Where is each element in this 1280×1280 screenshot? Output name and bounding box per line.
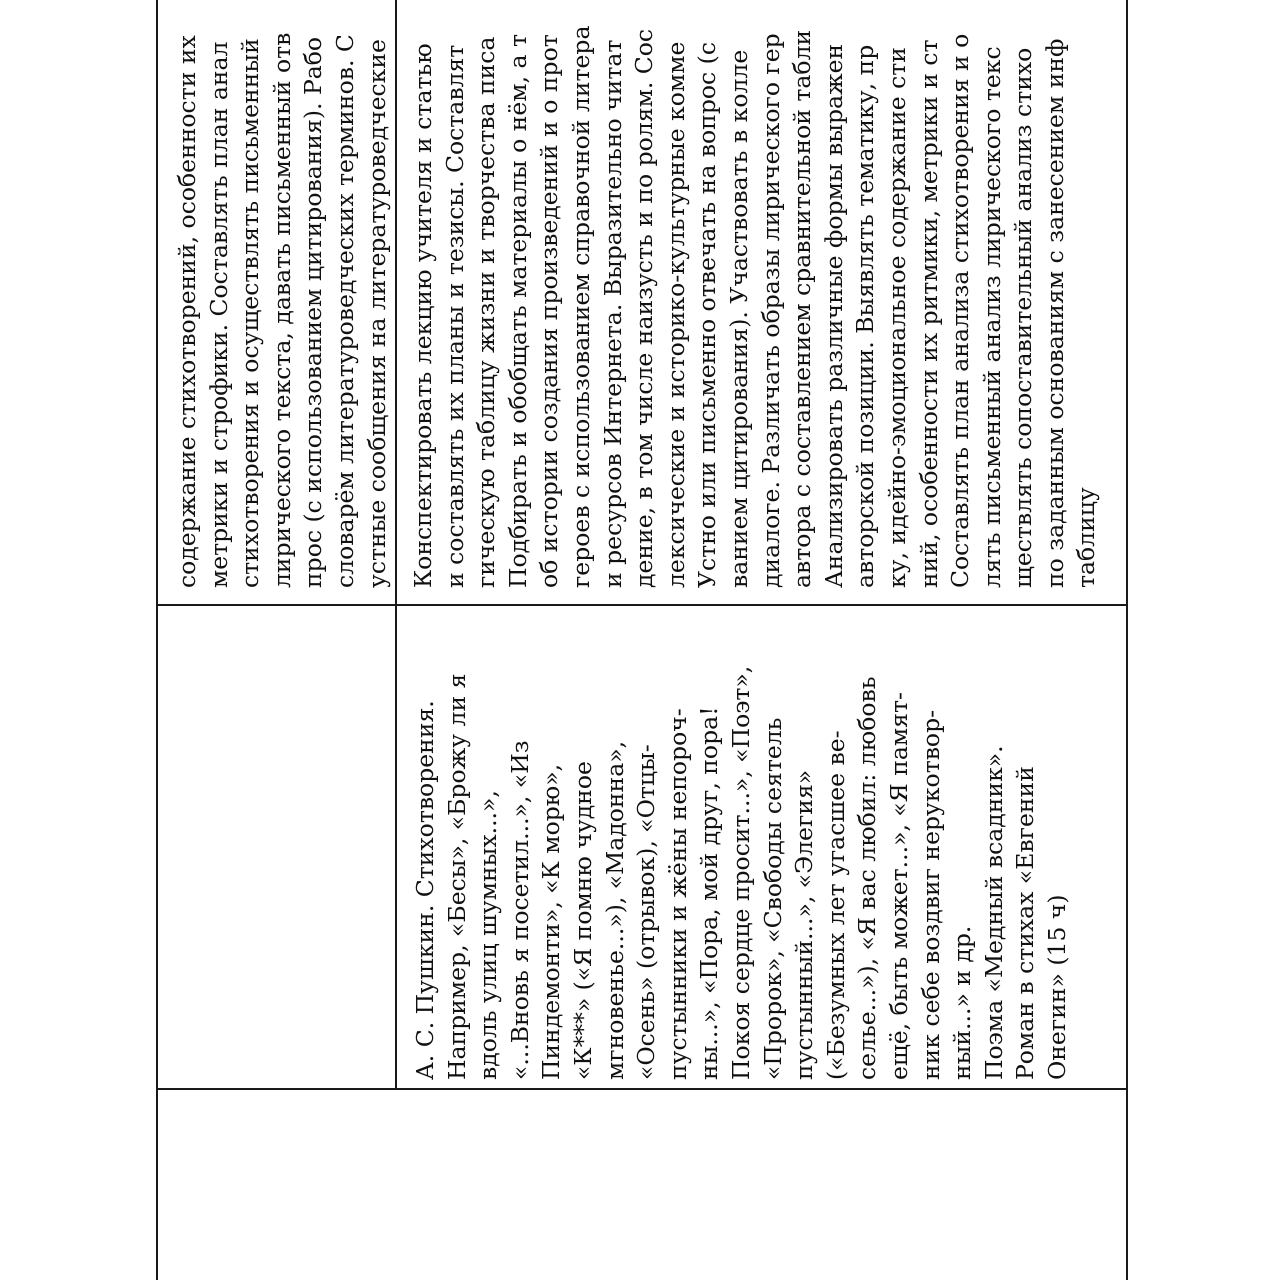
text-line: метрики и строфики. Составлять план анал bbox=[204, 41, 233, 588]
empty-cell bbox=[158, 1090, 1126, 1280]
text-line: диалоге. Различать образы лирического гер bbox=[756, 33, 785, 588]
text-line: авторской позиции. Выявлять тематику, пр bbox=[851, 44, 880, 588]
text-line: ществлять сопоставительный анализ стихо bbox=[1009, 47, 1038, 588]
text-line: «К***» («Я помню чудное bbox=[568, 761, 597, 1080]
text-line: Устно или письменно отвечать на вопрос (с bbox=[693, 42, 722, 588]
row-divider-top bbox=[156, 604, 1128, 606]
text-line: «Пророк», «Свободы сеятель bbox=[758, 717, 787, 1080]
text-line: Составлять план анализа стихотворения и о bbox=[946, 33, 975, 588]
text-line: А. С. Пушкин. Стихотворения. bbox=[411, 700, 439, 1080]
row-content-cell bbox=[410, 666, 1073, 1080]
text-line: «Осень» (отрывок), «Отцы- bbox=[632, 744, 661, 1080]
text-line: ний, особенности их ритмики, метрики и ст bbox=[914, 39, 943, 588]
text-line: ещё, быть может...», «Я памят- bbox=[884, 692, 913, 1080]
text-line: пустынный...», «Элегия» bbox=[790, 769, 819, 1080]
text-line: и составлять их планы и тезисы. Составлят bbox=[440, 44, 469, 588]
text-line: Например, «Бесы», «Брожу ли я bbox=[442, 673, 471, 1080]
row-activities-cell bbox=[408, 26, 1103, 589]
text-line: вдоль улиц шумных...», bbox=[474, 790, 503, 1080]
text-line: селье...»), «Я вас любил: любовь bbox=[853, 676, 882, 1080]
text-line: Роман в стихах «Евгений bbox=[1011, 766, 1040, 1080]
text-line: Пиндемонти», «К морю», bbox=[537, 763, 566, 1080]
text-line: словарём литературоведческих терминов. С bbox=[330, 34, 359, 588]
text-line: гическую таблицу жизни и творчества писа bbox=[472, 36, 501, 588]
text-line: стихотворения и осуществлять письменный bbox=[236, 38, 265, 588]
text-line: лирического текста, давать письменный отв bbox=[267, 32, 296, 588]
text-line: таблицу bbox=[1072, 487, 1101, 588]
text-line: Онегин» (15 ч) bbox=[1042, 894, 1071, 1080]
text-line: Конспектировать лекцию учителя и статью bbox=[409, 43, 437, 588]
text-line: ванием цитирования). Участвовать в колле bbox=[724, 49, 753, 588]
text-line: Анализировать различные формы выражен bbox=[819, 43, 848, 588]
text-line: прос (с использованием цитирования). Рабо bbox=[299, 36, 328, 588]
prev-row-activities-cell bbox=[172, 33, 393, 588]
text-line: Покоя сердце просит...», «Поэт», bbox=[726, 665, 755, 1080]
text-line: пустынники и жёны непороч- bbox=[663, 708, 692, 1080]
text-line: ный...» и др. bbox=[948, 925, 977, 1080]
text-line: об истории создания произведений и о прот bbox=[535, 34, 564, 588]
column-divider bbox=[395, 0, 397, 1090]
text-line: («Безумных лет угасшее ве- bbox=[821, 730, 850, 1080]
text-line: лять письменный анализ лирического текс bbox=[977, 46, 1006, 588]
text-line: ны...», «Пора, мой друг, пора! bbox=[695, 706, 724, 1080]
text-line: и ресурсов Интернета. Выразительно читат bbox=[598, 39, 627, 588]
text-line: ку, идейно-эмоциональное содержание сти bbox=[882, 47, 911, 588]
text-line: устные сообщения на литературоведческие bbox=[362, 39, 391, 588]
text-line: дение, в том числе наизусть и по ролям. Сос bbox=[630, 28, 659, 588]
text-line: мгновенье...»), «Мадонна», bbox=[600, 740, 629, 1080]
text-line: автора с составлением сравнительной табли bbox=[788, 29, 817, 588]
text-line: «...Вновь я посетил...», «Из bbox=[505, 740, 534, 1080]
text-line: Подбирать и обобщать материалы о нём, а т bbox=[503, 34, 532, 588]
text-line: Поэма «Медный всадник». bbox=[979, 745, 1008, 1080]
text-line: по заданным основаниям с занесением инф bbox=[1040, 38, 1069, 588]
text-line: содержание стихотворений, особенности их bbox=[173, 35, 201, 588]
text-line: героев с использованием справочной литера bbox=[566, 25, 595, 588]
text-line: лексические и историко-культурные комме bbox=[661, 41, 690, 588]
text-line: ник себе воздвиг нерукотвор- bbox=[916, 709, 945, 1080]
